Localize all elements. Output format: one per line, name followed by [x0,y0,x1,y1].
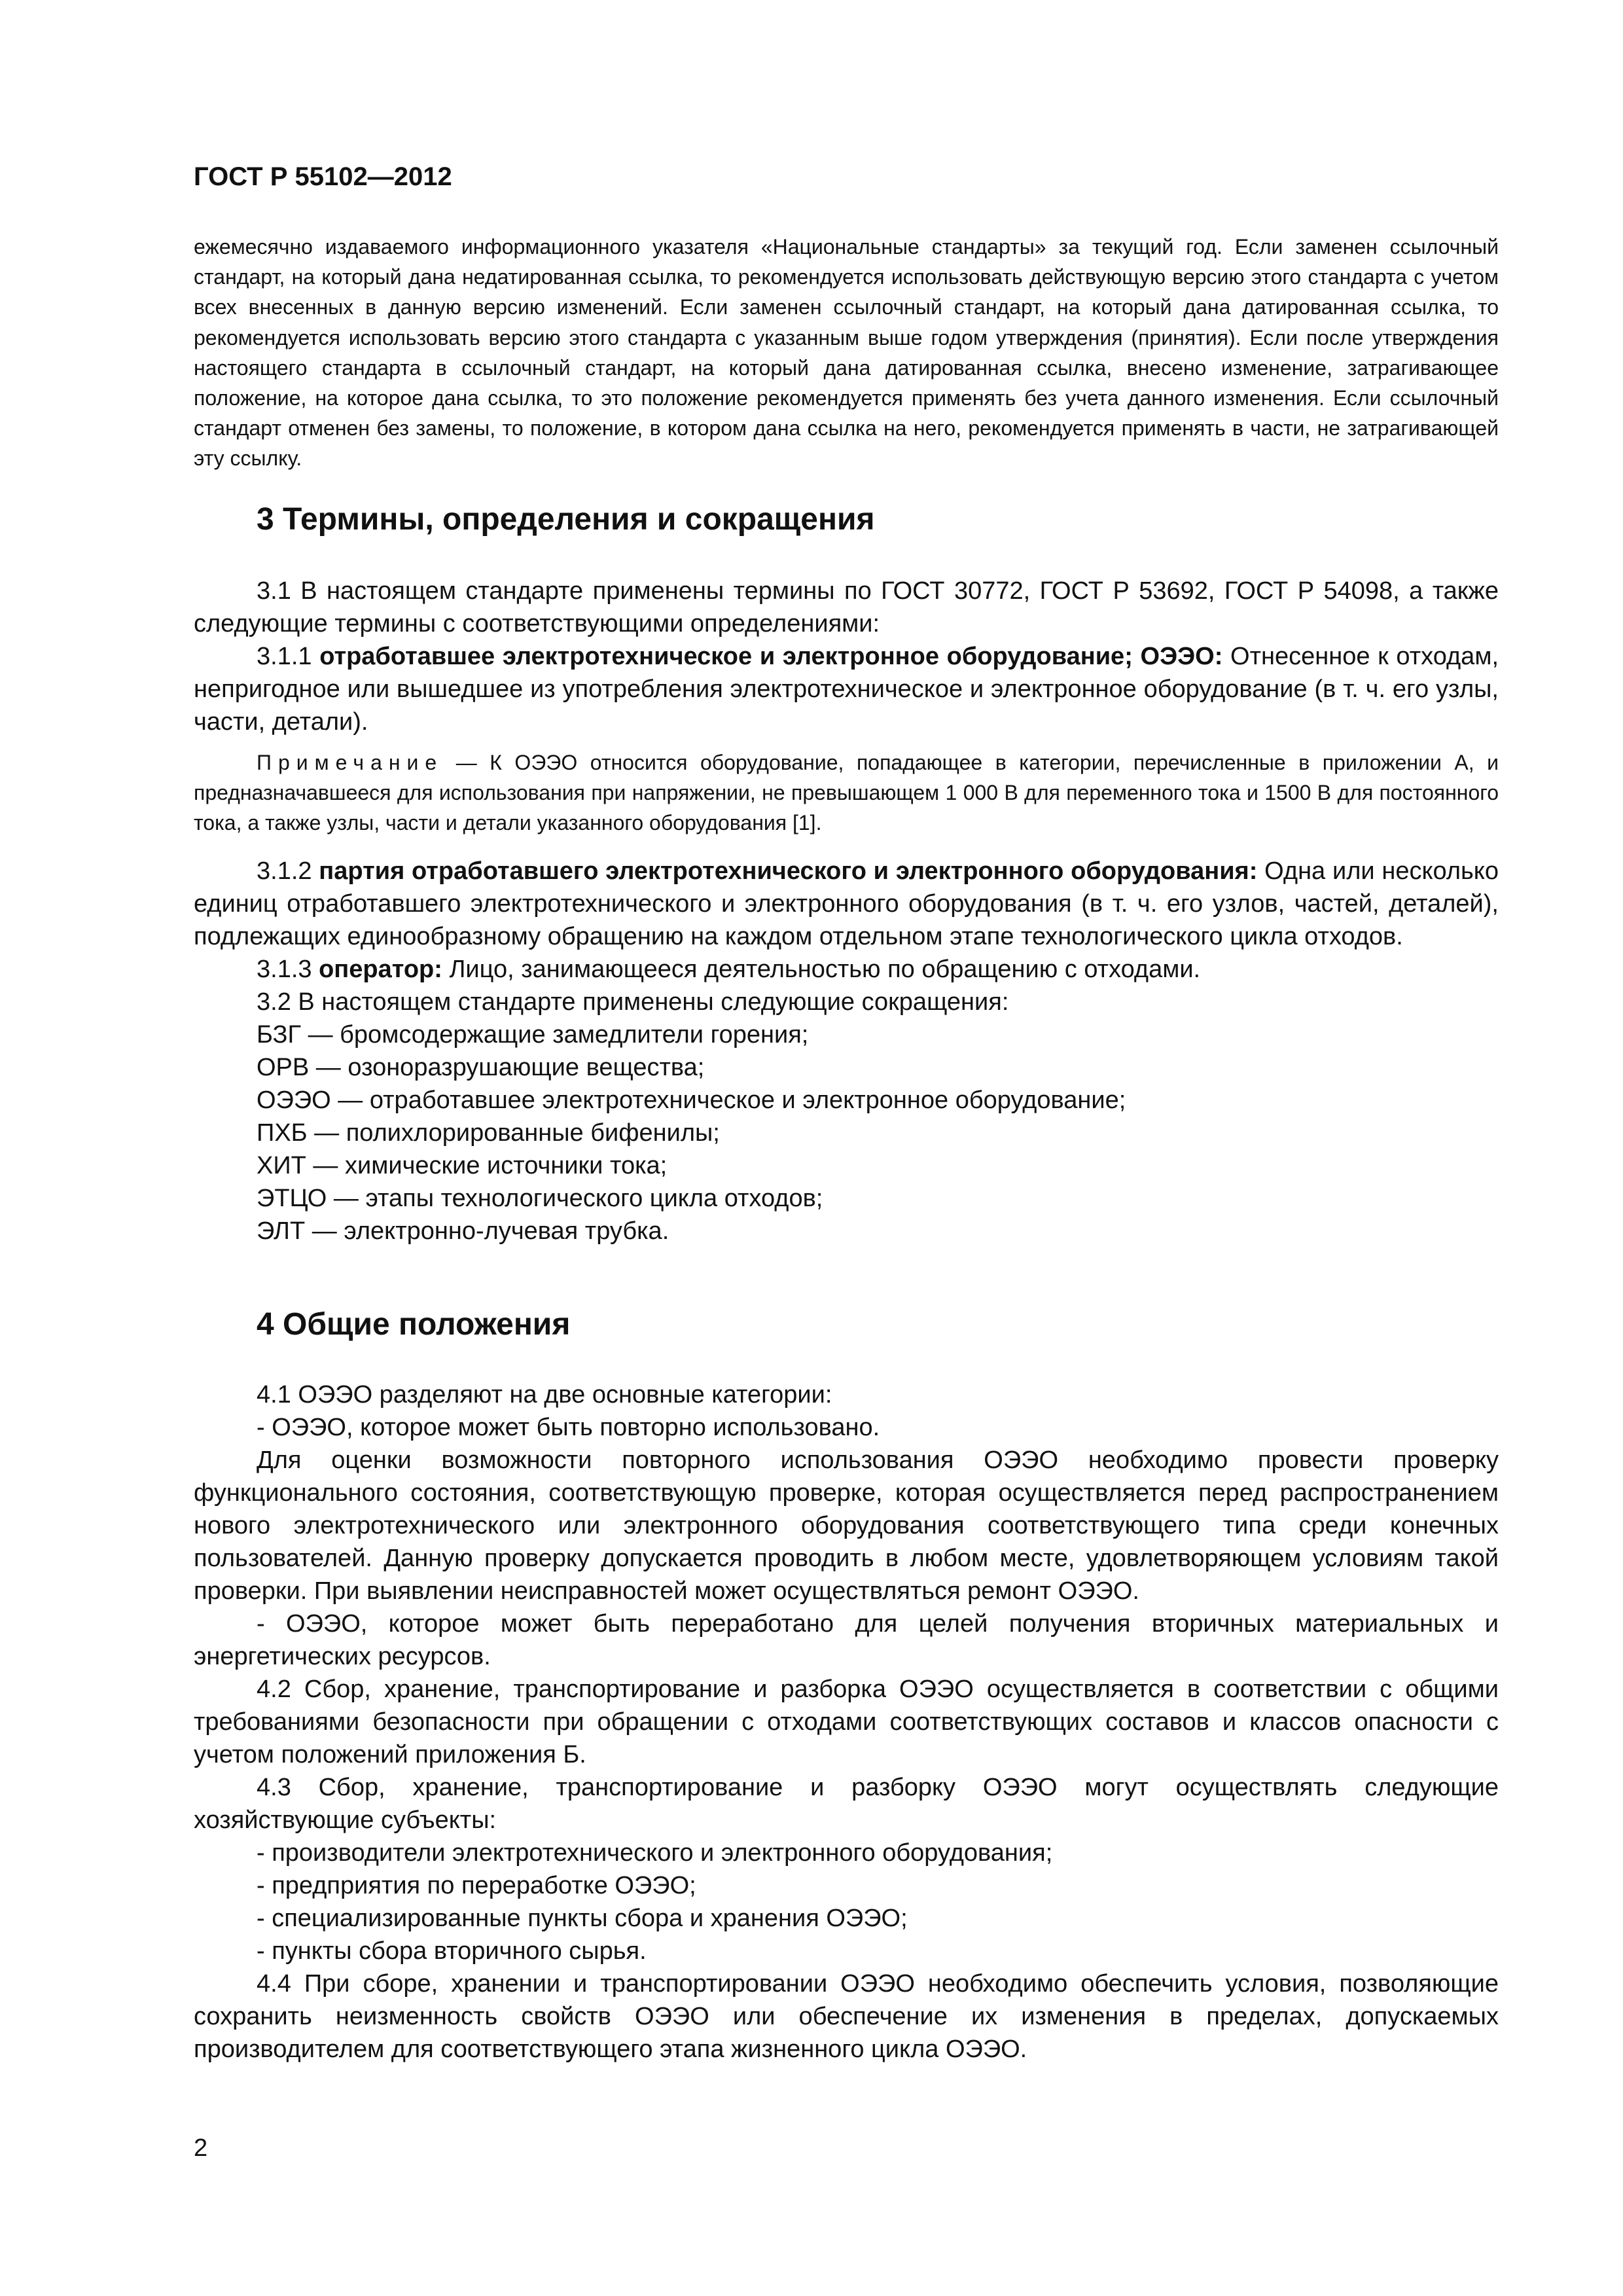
term-number: 3.1.3 [257,956,319,983]
abbreviation-item: ХИТ — химические источники тока; [257,1152,668,1179]
abbreviation-item: ЭТЦО — этапы технологического цикла отходов; [257,1185,823,1212]
abbreviation-item: ПХБ — полихлорированные бифенилы; [257,1119,720,1147]
category-item-recycle: - ОЭЭО, которое может быть переработано для целей получения вторичных материальных и энергетических ресурсов. [194,1610,1499,1670]
note-label: Примечание [257,751,444,774]
paragraph-3-1: 3.1 В настоящем стандарте применены термины по ГОСТ 30772, ГОСТ Р 53692, ГОСТ Р 54098, а также следующие термины с соответствующими определениями: [194,577,1499,637]
intro-paragraph: ежемесячно издаваемого информационного указателя «Национальные стандарты» за текущий год. Если заменен ссылочный стандарт, на который дана недатированная ссылка, то рекомендуется использовать действующую версию этого стандарта с учетом всех внесенных в данную версию изменений. Если заменен ссылочный стандарт, на который дана датированная ссылка, то рекомендуется использовать версию этого стандарта с указанным выше годом утверждения (принятия). Если после утверждения настоящего стандарта в ссылочный стандарт, на который дана датированная ссылка, внесено изменение, затрагивающее положение, на которое дана ссылка, то это положение рекомендуется применять без учета данного изменения. Если ссылочный стандарт отменен без замены, то положение, в котором дана ссылка на него, рекомендуется применять в части, не затрагивающей эту ссылку. [194,235,1499,471]
section-4-heading: 4 Общие положения [257,1307,571,1342]
paragraph-3-2: 3.2 В настоящем стандарте применены следующие сокращения: [257,988,1009,1016]
abbreviation-item: ЭЛТ — электронно-лучевая трубка. [257,1217,669,1245]
entity-item: - предприятия по переработке ОЭЭО; [257,1872,696,1899]
term-definition: Лицо, занимающееся деятельностью по обращению с отходами. [442,956,1201,983]
section-3-body-continued [194,855,1499,1247]
paragraph-4-2: 4.2 Сбор, хранение, транспортирование и разборка ОЭЭО осуществляется в соответствии с общими требованиями безопасности при обращении с отходами соответствующих составов и классов опасности с учетом положений приложения Б. [194,1676,1499,1768]
entity-item: - пункты сбора вторичного сырья. [257,1937,647,1965]
abbreviation-item: ОЭЭО — отработавшее электротехническое и электронное оборудование; [257,1086,1126,1114]
term-name: оператор: [319,956,442,983]
term-definition: Отнесенное к отходам, непригодное или вышедшее из употребления электротехническое и электронное оборудование (в т. ч. его узлы, части, детали). [194,643,1499,736]
section-3-body [194,575,1499,738]
term-number: 3.1.2 [257,857,319,885]
term-number: 3.1.1 [257,643,320,670]
section-3-heading: 3 Термины, определения и сокращения [257,502,875,537]
term-definition: Одна или несколько единиц отработавшего электротехнического и электронного оборудования (в т. ч. его узлов, частей, деталей), подлежащих единообразному обращению на каждом отдельном этапе технологического цикла отходов. [194,857,1499,950]
entity-item: - специализированные пункты сбора и хранения ОЭЭО; [257,1905,908,1932]
abbreviation-item: ОРВ — озоноразрушающие вещества; [257,1054,705,1081]
entity-item: - производители электротехнического и электронного оборудования; [257,1839,1053,1867]
note-text: — К ОЭЭО относится оборудование, попадающее в категории, перечисленные в приложении А, и предназначавшееся для использования при напряжении, не превышающем 1 000 В для переменного тока и 1500 В для постоянного тока, а также узлы, части и детали указанного оборудования [1]. [194,751,1499,835]
term-3-1-3 [194,953,1499,986]
note-paragraph [194,747,1499,838]
page-number: 2 [194,2134,208,2162]
paragraph-4-4: 4.4 При сборе, хранении и транспортировании ОЭЭО необходимо обеспечить условия, позволяющие сохранить неизменность свойств ОЭЭО или обеспечение их изменения в пределах, допускаемых производителем для соответствующего этапа жизненного цикла ОЭЭО. [194,1970,1499,2063]
abbreviation-item: БЗГ — бромсодержащие замедлители горения; [257,1021,809,1049]
section-4-body [194,1378,1499,2066]
term-name: отработавшее электротехническое и электронное оборудование; ОЭЭО: [319,643,1223,670]
document-header: ГОСТ Р 55102—2012 [194,162,452,191]
category-item-reuse: - ОЭЭО, которое может быть повторно использовано. [257,1414,880,1441]
paragraph-4-3: 4.3 Сбор, хранение, транспортирование и разборку ОЭЭО могут осуществлять следующие хозяйствующие субъекты: [194,1774,1499,1834]
term-3-1-1 [194,640,1499,738]
term-name: партия отработавшего электротехнического и электронного оборудования: [319,857,1258,885]
paragraph-reuse-check: Для оценки возможности повторного использования ОЭЭО необходимо провести проверку функционального состояния, соответствующую проверке, которая осуществляется перед распространением нового электротехнического или электронного оборудования соответствующего типа среди конечных пользователей. Данную проверку допускается проводить в любом месте, удовлетворяющем условиям такой проверки. При выявлении неисправностей может осуществляться ремонт ОЭЭО. [194,1446,1499,1605]
paragraph-4-1: 4.1 ОЭЭО разделяют на две основные категории: [257,1381,832,1408]
term-3-1-2 [194,855,1499,953]
